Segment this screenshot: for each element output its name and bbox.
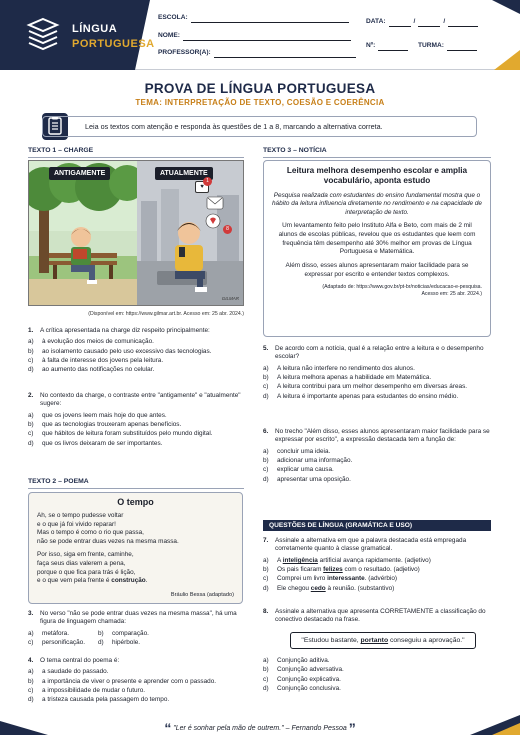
footer-quote-text: "Ler é sonhar pela mão de outrem." – Fernando Pessoa bbox=[173, 725, 347, 732]
option-text: A leitura é importante apenas para estudantes do ensino médio. bbox=[277, 392, 459, 400]
question-6 bbox=[263, 428, 491, 484]
question-2 bbox=[28, 392, 244, 448]
option-text: que os jovens leem mais hoje do que antes. bbox=[42, 411, 167, 419]
highlighted-word: portanto bbox=[360, 637, 389, 644]
question-number: 7. bbox=[263, 537, 269, 544]
option-text: comparação. bbox=[112, 629, 149, 637]
charge-illustration bbox=[28, 160, 244, 306]
option-c[interactable] bbox=[263, 382, 491, 391]
texto2-heading-text: TEXTO 2 – POEMA bbox=[28, 478, 89, 485]
close-quote-icon: ” bbox=[348, 720, 356, 735]
highlighted-word: cedo bbox=[310, 584, 326, 592]
poem-verse: Mas o tempo é como o rio que passa, bbox=[37, 529, 144, 537]
turma-field[interactable] bbox=[418, 42, 477, 51]
option-d[interactable] bbox=[263, 475, 491, 484]
option-letter: d) bbox=[28, 366, 34, 374]
question-1 bbox=[28, 327, 244, 375]
question-number: 4. bbox=[28, 657, 34, 664]
option-c[interactable] bbox=[28, 638, 98, 647]
option-letter: d) bbox=[263, 684, 269, 692]
question-3 bbox=[28, 610, 244, 647]
option-d[interactable] bbox=[263, 684, 491, 693]
option-text: metáfora. bbox=[42, 629, 69, 637]
option-letter: b) bbox=[263, 457, 269, 465]
option-text: à falta de interesse dos jovens pela leitura. bbox=[42, 357, 164, 365]
news-title: Leitura melhora desempenho escolar e amplia vocabulário, aponta estudo bbox=[286, 166, 468, 186]
poem-box bbox=[28, 492, 243, 604]
option-text-pre: Comprei um livro bbox=[277, 575, 328, 583]
professor-field[interactable] bbox=[158, 49, 356, 58]
option-b[interactable] bbox=[28, 420, 244, 429]
news-source bbox=[272, 284, 482, 298]
option-d[interactable] bbox=[98, 638, 168, 647]
grammar-section-heading: QUESTÕES DE LÍNGUA (GRAMÁTICA E USO) bbox=[263, 520, 491, 531]
option-text: A leitura não interfere no rendimento dos alunos. bbox=[277, 364, 415, 372]
data-label: DATA: bbox=[366, 18, 386, 25]
option-text: apresentar uma oposição. bbox=[277, 475, 351, 483]
option-c[interactable] bbox=[28, 356, 244, 365]
nome-label: NOME: bbox=[158, 32, 180, 39]
option-letter: a) bbox=[263, 447, 269, 455]
option-letter: c) bbox=[28, 430, 34, 438]
page-footer bbox=[0, 712, 520, 735]
question-number: 3. bbox=[28, 610, 34, 617]
option-text: que hábitos de leitura foram substituídos pelo mundo digital. bbox=[42, 430, 213, 438]
professor-label: PROFESSOR(A): bbox=[158, 49, 211, 56]
option-a[interactable] bbox=[263, 447, 491, 456]
escola-field[interactable] bbox=[158, 14, 349, 23]
question-7 bbox=[263, 537, 491, 593]
divider bbox=[28, 488, 244, 489]
option-letter: a) bbox=[28, 338, 34, 346]
question-text: Assinale a alternativa que apresenta CORRETAMENTE a classificação do conectivo destacado na frase. bbox=[275, 608, 486, 624]
option-text: ao isolamento causado pelo uso excessivo das tecnologias. bbox=[42, 347, 212, 355]
instructions-text: Leia os textos com atenção e responda às questões de 1 a 8, marcando a alternativa correta. bbox=[85, 121, 383, 131]
poem-verse: porque o que fica para trás é lição, bbox=[37, 568, 136, 576]
poem-author: Bráulio Bessa (adaptado) bbox=[170, 591, 234, 598]
highlighted-word: inteligência bbox=[282, 556, 318, 564]
option-text: a tristeza causada pela passagem do tempo. bbox=[42, 696, 170, 704]
nome-field[interactable] bbox=[158, 32, 351, 41]
option-letter: c) bbox=[263, 575, 269, 583]
page-title: PROVA DE LÍNGUA PORTUGUESA bbox=[144, 81, 376, 96]
instructions-box bbox=[42, 116, 477, 137]
option-text: personificação. bbox=[42, 639, 85, 647]
option-a[interactable] bbox=[28, 667, 244, 676]
divider bbox=[28, 157, 244, 158]
option-letter: a) bbox=[263, 556, 269, 564]
news-source-line: Acesso em: 25 abr. 2024.) bbox=[421, 291, 482, 298]
option-text: a saudade do passado. bbox=[42, 668, 109, 676]
header-corner-accent bbox=[494, 50, 520, 70]
option-d[interactable] bbox=[28, 439, 244, 448]
option-letter: b) bbox=[98, 629, 104, 637]
question-text: Assinale a alternativa em que a palavra destacada está empregada corretamente quanto à classe gramatical. bbox=[275, 537, 467, 553]
option-letter: c) bbox=[28, 687, 34, 695]
poem-stanza-2 bbox=[37, 551, 234, 586]
texto3-heading-text: TEXTO 3 – NOTÍCIA bbox=[263, 147, 327, 154]
option-c[interactable] bbox=[263, 574, 491, 583]
logo-subtitle: PORTUGUESA bbox=[72, 38, 155, 50]
texto3-heading bbox=[263, 147, 327, 156]
option-a[interactable] bbox=[263, 656, 491, 665]
news-lead: Pesquisa realizada com estudantes do ensino fundamental mostra que o hábito da leitura influencia diretamente no rendimento e na capacidade de interpretação de texto. bbox=[272, 191, 482, 216]
highlighted-word: felizes bbox=[323, 566, 343, 574]
option-a[interactable] bbox=[28, 629, 98, 638]
option-text bbox=[277, 574, 397, 583]
option-letter: b) bbox=[263, 666, 269, 674]
option-d[interactable] bbox=[28, 695, 244, 704]
option-d[interactable] bbox=[263, 584, 491, 593]
poem-verse: e o que já foi vivido reparar! bbox=[37, 520, 116, 528]
option-a[interactable] bbox=[28, 411, 244, 420]
option-letter: a) bbox=[28, 411, 34, 419]
option-letter: b) bbox=[28, 347, 34, 355]
option-b[interactable] bbox=[28, 677, 244, 686]
logo-title: LÍNGUA bbox=[72, 23, 118, 35]
option-b[interactable] bbox=[28, 347, 244, 356]
news-paragraph: Além disso, esses alunos apresentaram maior facilidade para se expressar por escrito e entender textos complexos. bbox=[285, 261, 469, 278]
option-letter: d) bbox=[263, 584, 269, 592]
question-8 bbox=[263, 608, 491, 627]
option-text bbox=[277, 556, 431, 565]
option-letter: c) bbox=[263, 675, 269, 683]
label-antigamente: ANTIGAMENTE bbox=[49, 167, 110, 180]
option-text: Conjunção adversativa. bbox=[277, 666, 344, 674]
option-text: Conjunção aditiva. bbox=[277, 657, 330, 664]
question-number: 8. bbox=[263, 608, 269, 615]
header-corner-decoration bbox=[480, 0, 520, 14]
option-text: adicionar uma informação. bbox=[277, 457, 353, 465]
highlighted-word: interessante bbox=[327, 575, 365, 583]
heart-notification-icon: ♥ bbox=[195, 181, 209, 193]
option-letter: b) bbox=[263, 374, 269, 382]
page-subtitle: TEMA: INTERPRETAÇÃO DE TEXTO, COESÃO E COERÊNCIA bbox=[135, 98, 385, 107]
divider bbox=[263, 157, 491, 158]
option-letter: c) bbox=[263, 383, 269, 391]
poem-verse: não se pode entrar duas vezes na mesma massa. bbox=[37, 537, 179, 545]
option-text-pre: Os pais ficaram bbox=[277, 566, 324, 574]
question-number: 1. bbox=[28, 327, 34, 334]
footer-quote bbox=[0, 716, 520, 734]
open-quote-icon: “ bbox=[164, 720, 172, 735]
poem-title: O tempo bbox=[117, 497, 154, 507]
poem-verse-text: e o que vem pela frente é bbox=[37, 577, 112, 585]
option-d[interactable] bbox=[28, 365, 244, 374]
book-stack-icon bbox=[26, 16, 60, 52]
option-letter: d) bbox=[263, 475, 269, 483]
option-text: que as tecnologias trouxeram apenas benefícios. bbox=[42, 421, 182, 429]
option-a[interactable] bbox=[263, 556, 491, 565]
option-text-post: artificial avança rapidamente. (adjetivo) bbox=[317, 556, 431, 564]
poem-verse-bold: construção bbox=[111, 577, 146, 585]
question-text: No trecho "Além disso, esses alunos apresentaram maior facilidade para se expressar por escrito", a expressão destacada tem a função de: bbox=[275, 428, 490, 444]
option-letter: c) bbox=[28, 357, 34, 365]
option-text-post: com o resultado. (adjetivo) bbox=[342, 566, 420, 574]
charge-credit: (Disponível em: https://www.gilmar.art.br. Acesso em: 25 abr. 2024.) bbox=[88, 311, 244, 317]
texto1-heading bbox=[28, 147, 93, 156]
question-5 bbox=[263, 345, 491, 401]
question-text: De acordo com a notícia, qual é a relação entre a leitura e o desempenho escolar? bbox=[275, 345, 484, 361]
numero-field[interactable] bbox=[366, 42, 408, 51]
question-text: O tema central do poema é: bbox=[40, 657, 120, 664]
poem-verse bbox=[37, 577, 234, 586]
option-b[interactable] bbox=[263, 665, 491, 674]
option-text: Conjunção conclusiva. bbox=[277, 684, 341, 692]
numero-label: Nº: bbox=[366, 42, 376, 49]
option-c[interactable] bbox=[28, 429, 244, 438]
option-text: A leitura melhora apenas a habilidade em Matemática. bbox=[277, 374, 432, 382]
quote-text-post: conseguiu a aprovação." bbox=[388, 637, 465, 644]
exam-header bbox=[0, 0, 520, 70]
option-c[interactable] bbox=[263, 675, 491, 684]
option-text: ao aumento das notificações no celular. bbox=[42, 366, 155, 374]
option-text: a impossibilidade de mudar o futuro. bbox=[42, 687, 146, 695]
option-a[interactable] bbox=[263, 364, 491, 373]
option-text: a importância de viver o presente e aprender com o passado. bbox=[42, 677, 217, 685]
option-letter: d) bbox=[28, 439, 34, 447]
option-letter: d) bbox=[28, 696, 34, 704]
option-b[interactable] bbox=[263, 565, 491, 574]
option-letter: d) bbox=[98, 639, 104, 647]
options-row bbox=[28, 629, 244, 638]
option-letter: b) bbox=[28, 677, 34, 685]
charge-signature: GILMAR bbox=[221, 296, 239, 302]
option-letter: b) bbox=[28, 421, 34, 429]
option-text: A leitura contribui para um melhor desempenho em diversas áreas. bbox=[277, 383, 468, 391]
texto2-heading bbox=[28, 478, 89, 487]
option-letter: a) bbox=[28, 668, 34, 676]
option-text-pre: Ele chegou bbox=[277, 584, 311, 592]
poem-verse-end: . bbox=[145, 577, 148, 585]
options-row bbox=[28, 638, 244, 647]
option-text: concluir uma ideia. bbox=[277, 447, 331, 455]
option-text: à evolução dos meios de comunicação. bbox=[42, 338, 154, 346]
option-letter: a) bbox=[263, 364, 269, 372]
option-letter: a) bbox=[263, 657, 269, 664]
poem-verse: Por isso, siga em frente, caminhe, bbox=[37, 551, 134, 559]
option-b[interactable] bbox=[263, 373, 491, 382]
option-b[interactable] bbox=[263, 456, 491, 465]
poem-verse: faça seus dias valerem a pena, bbox=[37, 560, 126, 568]
poem-verse: Ah, se o tempo pudesse voltar bbox=[37, 511, 124, 519]
question-number: 5. bbox=[263, 345, 269, 352]
notification-badge: 8 bbox=[223, 225, 232, 234]
texto1-heading-text: TEXTO 1 – CHARGE bbox=[28, 147, 94, 154]
news-box bbox=[263, 160, 491, 337]
question-4 bbox=[28, 657, 244, 705]
question-number: 6. bbox=[263, 428, 269, 435]
option-text bbox=[277, 565, 420, 574]
escola-label: ESCOLA: bbox=[158, 14, 188, 21]
option-text: que os livros deixaram de ser importantes. bbox=[42, 439, 163, 447]
option-letter: b) bbox=[263, 566, 269, 574]
question-text: No contexto da charge, o contraste entre "antigamente" e "atualmente" sugere: bbox=[40, 392, 241, 408]
label-atualmente: ATUALMENTE bbox=[155, 167, 213, 180]
question-8-options bbox=[263, 656, 491, 693]
option-text-post: . (advérbio) bbox=[364, 575, 398, 583]
option-text: hipérbole. bbox=[112, 639, 141, 647]
option-letter: a) bbox=[28, 629, 34, 637]
news-source-line: (Adaptado de: https://www.gov.br/pt-br/noticias/educacao-e-pesquisa. bbox=[322, 284, 482, 291]
option-d[interactable] bbox=[263, 392, 491, 401]
option-text: explicar uma causa. bbox=[277, 466, 334, 474]
question-number: 2. bbox=[28, 392, 34, 399]
option-c[interactable] bbox=[263, 465, 491, 474]
option-a[interactable] bbox=[28, 337, 244, 346]
q8-quote-box bbox=[290, 632, 476, 649]
poem-stanza-1 bbox=[37, 512, 234, 547]
question-text: A crítica apresentada na charge diz respeito principalmente: bbox=[40, 327, 210, 334]
quote-text-pre: "Estudou bastante, bbox=[301, 637, 361, 644]
data-field[interactable]: DATA: / / bbox=[366, 18, 478, 27]
option-letter: d) bbox=[263, 392, 269, 400]
question-text: No verso "não se pode entrar duas vezes na mesma massa", há uma figura de linguagem chamada: bbox=[40, 610, 237, 626]
option-letter: c) bbox=[263, 466, 269, 474]
option-text: Conjunção explicativa. bbox=[277, 675, 341, 683]
option-c[interactable] bbox=[28, 686, 244, 695]
option-b[interactable] bbox=[98, 629, 168, 638]
option-text bbox=[277, 584, 394, 593]
notification-badge: 1 bbox=[203, 177, 212, 186]
option-letter: c) bbox=[28, 639, 34, 647]
option-text-pre: A bbox=[277, 556, 283, 564]
turma-label: TURMA: bbox=[418, 42, 445, 49]
option-text-post: à reunião. (substantivo) bbox=[325, 584, 395, 592]
news-paragraph: Um levantamento feito pelo Instituto Alfa e Beto, com mais de 2 mil alunos de escolas públicas, revelou que os estudantes que leem com frequência têm desempenho até 30% melhor em provas de Língua Portuguesa e Matemática. bbox=[278, 222, 476, 256]
